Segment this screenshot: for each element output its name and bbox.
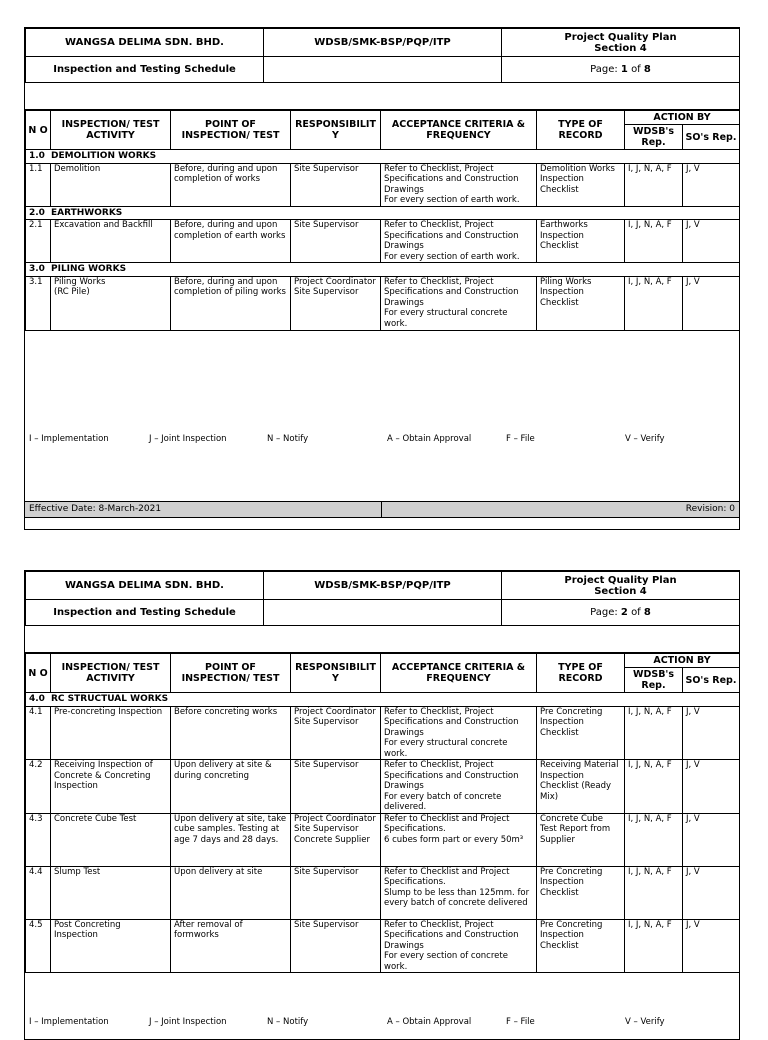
cell-so: J, V <box>683 866 740 919</box>
legend-joint: J – Joint Inspection <box>149 434 227 444</box>
cell-criteria: Refer to Checklist and Project Specifications. Slump to be less than 125mm. for every batch of concrete delivered <box>381 866 537 919</box>
cell-record: Piling Works Inspection Checklist <box>537 276 625 330</box>
cell-so: J, V <box>683 813 740 866</box>
header-spacer <box>25 83 739 110</box>
revision: Revision: 0 <box>685 504 735 514</box>
cell-so: J, V <box>683 706 740 760</box>
cell-responsibility: Site Supervisor <box>291 866 381 919</box>
document-page-2 <box>24 570 740 1040</box>
section-heading <box>26 206 740 220</box>
cell-record: Receiving Material Inspection Checklist (Ready Mix) <box>537 760 625 814</box>
cell-point: Upon delivery at site, take cube samples. Testing at age 7 days and 28 days. <box>171 813 291 866</box>
cell-no: 4.2 <box>26 760 51 814</box>
cell-wdsb: I, J, N, A, F <box>625 706 683 760</box>
page-number: Page: 2 of 8 <box>502 600 740 626</box>
cell-record: Pre Concreting Inspection Checklist <box>537 706 625 760</box>
cell-point: Before concreting works <box>171 706 291 760</box>
col-point: POINT OF INSPECTION/ TEST <box>171 654 291 693</box>
cell-criteria: Refer to Checklist, Project Specifications and Construction Drawings For every section of concrete work. <box>381 919 537 973</box>
page-footer <box>25 501 739 518</box>
cell-so: J, V <box>683 163 740 206</box>
table-row <box>26 163 740 206</box>
cell-activity: Pre-concreting Inspection <box>51 706 171 760</box>
cell-activity: Post Concreting Inspection <box>51 919 171 973</box>
company-name: WANGSA DELIMA SDN. BHD. <box>26 572 264 600</box>
legend-verify: V – Verify <box>625 434 665 444</box>
section-number: 3.0 <box>29 264 45 274</box>
legend-implementation: I – Implementation <box>29 434 109 444</box>
col-wdsb: WDSB's Rep. <box>625 668 683 693</box>
cell-responsibility: Site Supervisor <box>291 163 381 206</box>
cell-wdsb: I, J, N, A, F <box>625 813 683 866</box>
cell-wdsb: I, J, N, A, F <box>625 760 683 814</box>
cell-so: J, V <box>683 919 740 973</box>
cell-no: 3.1 <box>26 276 51 330</box>
plan-title <box>502 572 740 600</box>
legend-joint: J – Joint Inspection <box>149 1017 227 1027</box>
table-body <box>26 150 740 331</box>
cell-record: Pre Concreting Inspection Checklist <box>537 919 625 973</box>
cell-so: J, V <box>683 220 740 263</box>
section-row <box>26 263 740 277</box>
plan-title-line: Project Quality Plan <box>564 574 677 586</box>
legend-approval: A – Obtain Approval <box>387 1017 472 1027</box>
cell-record: Earthworks Inspection Checklist <box>537 220 625 263</box>
cell-point: Upon delivery at site <box>171 866 291 919</box>
legend-notify: N – Notify <box>267 1017 309 1027</box>
cell-responsibility: Site Supervisor <box>291 220 381 263</box>
cell-point: After removal of formworks <box>171 919 291 973</box>
inspection-table <box>25 653 740 973</box>
col-criteria: ACCEPTANCE CRITERIA & FREQUENCY <box>381 654 537 693</box>
cell-activity: Demolition <box>51 163 171 206</box>
col-no: N O <box>26 654 51 693</box>
plan-section: Section 4 <box>594 585 647 597</box>
page-header <box>25 571 740 626</box>
cell-wdsb: I, J, N, A, F <box>625 220 683 263</box>
section-title: DEMOLITION WORKS <box>51 151 157 161</box>
page-header <box>25 28 740 83</box>
legend-file: F – File <box>506 1017 535 1027</box>
cell-wdsb: I, J, N, A, F <box>625 163 683 206</box>
cell-so: J, V <box>683 276 740 330</box>
cell-point: Before, during and upon completion of earth works <box>171 220 291 263</box>
cell-activity: Concrete Cube Test <box>51 813 171 866</box>
header-spacer <box>25 626 739 653</box>
cell-activity: Piling Works (RC Pile) <box>51 276 171 330</box>
table-row <box>26 813 740 866</box>
cell-criteria: Refer to Checklist, Project Specifications and Construction Drawings For every structural concrete work. <box>381 706 537 760</box>
cell-no: 2.1 <box>26 220 51 263</box>
cell-no: 4.5 <box>26 919 51 973</box>
cell-activity: Excavation and Backfill <box>51 220 171 263</box>
legend-implementation: I – Implementation <box>29 1017 109 1027</box>
col-action-by: ACTION BY <box>625 654 740 668</box>
col-criteria: ACCEPTANCE CRITERIA & FREQUENCY <box>381 111 537 150</box>
cell-responsibility: Project Coordinator Site Supervisor <box>291 276 381 330</box>
col-wdsb: WDSB's Rep. <box>625 125 683 150</box>
table-row <box>26 220 740 263</box>
cell-criteria: Refer to Checklist, Project Specifications and Construction Drawings For every batch of concrete delivered. <box>381 760 537 814</box>
cell-point: Upon delivery at site & during concreting <box>171 760 291 814</box>
section-number: 2.0 <box>29 207 45 218</box>
cell-responsibility: Project Coordinator Site Supervisor Concrete Supplier <box>291 813 381 866</box>
cell-criteria: Refer to Checklist, Project Specifications and Construction Drawings For every structural concrete work. <box>381 276 537 330</box>
section-heading <box>26 150 740 164</box>
col-no: N O <box>26 111 51 150</box>
section-number: 1.0 <box>29 151 45 161</box>
schedule-title: Inspection and Testing Schedule <box>26 600 264 626</box>
document-page-1 <box>24 27 740 530</box>
cell-criteria: Refer to Checklist and Project Specifications. 6 cubes form part or every 50m³ <box>381 813 537 866</box>
effective-date: Effective Date: 8-March-2021 <box>25 502 382 517</box>
section-row <box>26 206 740 220</box>
section-row <box>26 693 740 707</box>
cell-responsibility: Site Supervisor <box>291 919 381 973</box>
cell-criteria: Refer to Checklist, Project Specifications and Construction Drawings For every section of earth work. <box>381 220 537 263</box>
plan-section: Section 4 <box>594 42 647 54</box>
cell-point: Before, during and upon completion of works <box>171 163 291 206</box>
table-row <box>26 866 740 919</box>
cell-so: J, V <box>683 760 740 814</box>
cell-responsibility: Site Supervisor <box>291 760 381 814</box>
legend-file: F – File <box>506 434 535 444</box>
cell-responsibility: Project Coordinator Site Supervisor <box>291 706 381 760</box>
table-row <box>26 706 740 760</box>
cell-activity: Receiving Inspection of Concrete & Concreting Inspection <box>51 760 171 814</box>
col-responsibility: RESPONSIBILIT Y <box>291 111 381 150</box>
col-so: SO's Rep. <box>683 668 740 693</box>
table-body <box>26 693 740 973</box>
section-heading <box>26 263 740 277</box>
cell-wdsb: I, J, N, A, F <box>625 276 683 330</box>
header-blank-cell <box>264 600 502 626</box>
header-blank-cell <box>264 57 502 83</box>
plan-title-line: Project Quality Plan <box>564 31 677 43</box>
section-heading <box>26 693 740 707</box>
cell-no: 1.1 <box>26 163 51 206</box>
table-row <box>26 760 740 814</box>
cell-record: Pre Concreting Inspection Checklist <box>537 866 625 919</box>
table-row <box>26 919 740 973</box>
col-record: TYPE OF RECORD <box>537 111 625 150</box>
cell-criteria: Refer to Checklist, Project Specifications and Construction Drawings For every section of earth work. <box>381 163 537 206</box>
cell-no: 4.4 <box>26 866 51 919</box>
col-activity: INSPECTION/ TEST ACTIVITY <box>51 111 171 150</box>
schedule-title: Inspection and Testing Schedule <box>26 57 264 83</box>
inspection-table <box>25 110 740 331</box>
section-title: EARTHWORKS <box>51 207 123 218</box>
cell-activity: Slump Test <box>51 866 171 919</box>
table-row <box>26 276 740 330</box>
col-responsibility: RESPONSIBILIT Y <box>291 654 381 693</box>
section-title: PILING WORKS <box>51 264 127 274</box>
legend-verify: V – Verify <box>625 1017 665 1027</box>
col-activity: INSPECTION/ TEST ACTIVITY <box>51 654 171 693</box>
col-point: POINT OF INSPECTION/ TEST <box>171 111 291 150</box>
col-action-by: ACTION BY <box>625 111 740 125</box>
cell-record: Demolition Works Inspection Checklist <box>537 163 625 206</box>
document-code: WDSB/SMK-BSP/PQP/ITP <box>264 572 502 600</box>
legend-notify: N – Notify <box>267 434 309 444</box>
company-name: WANGSA DELIMA SDN. BHD. <box>26 29 264 57</box>
section-row <box>26 150 740 164</box>
plan-title <box>502 29 740 57</box>
cell-record: Concrete Cube Test Report from Supplier <box>537 813 625 866</box>
page-number: Page: 1 of 8 <box>502 57 740 83</box>
legend-approval: A – Obtain Approval <box>387 434 472 444</box>
section-number: 4.0 <box>29 694 45 704</box>
document-code: WDSB/SMK-BSP/PQP/ITP <box>264 29 502 57</box>
cell-wdsb: I, J, N, A, F <box>625 919 683 973</box>
col-so: SO's Rep. <box>683 125 740 150</box>
cell-wdsb: I, J, N, A, F <box>625 866 683 919</box>
col-record: TYPE OF RECORD <box>537 654 625 693</box>
cell-point: Before, during and upon completion of piling works <box>171 276 291 330</box>
cell-no: 4.1 <box>26 706 51 760</box>
section-title: RC STRUCTUAL WORKS <box>51 694 169 704</box>
cell-no: 4.3 <box>26 813 51 866</box>
